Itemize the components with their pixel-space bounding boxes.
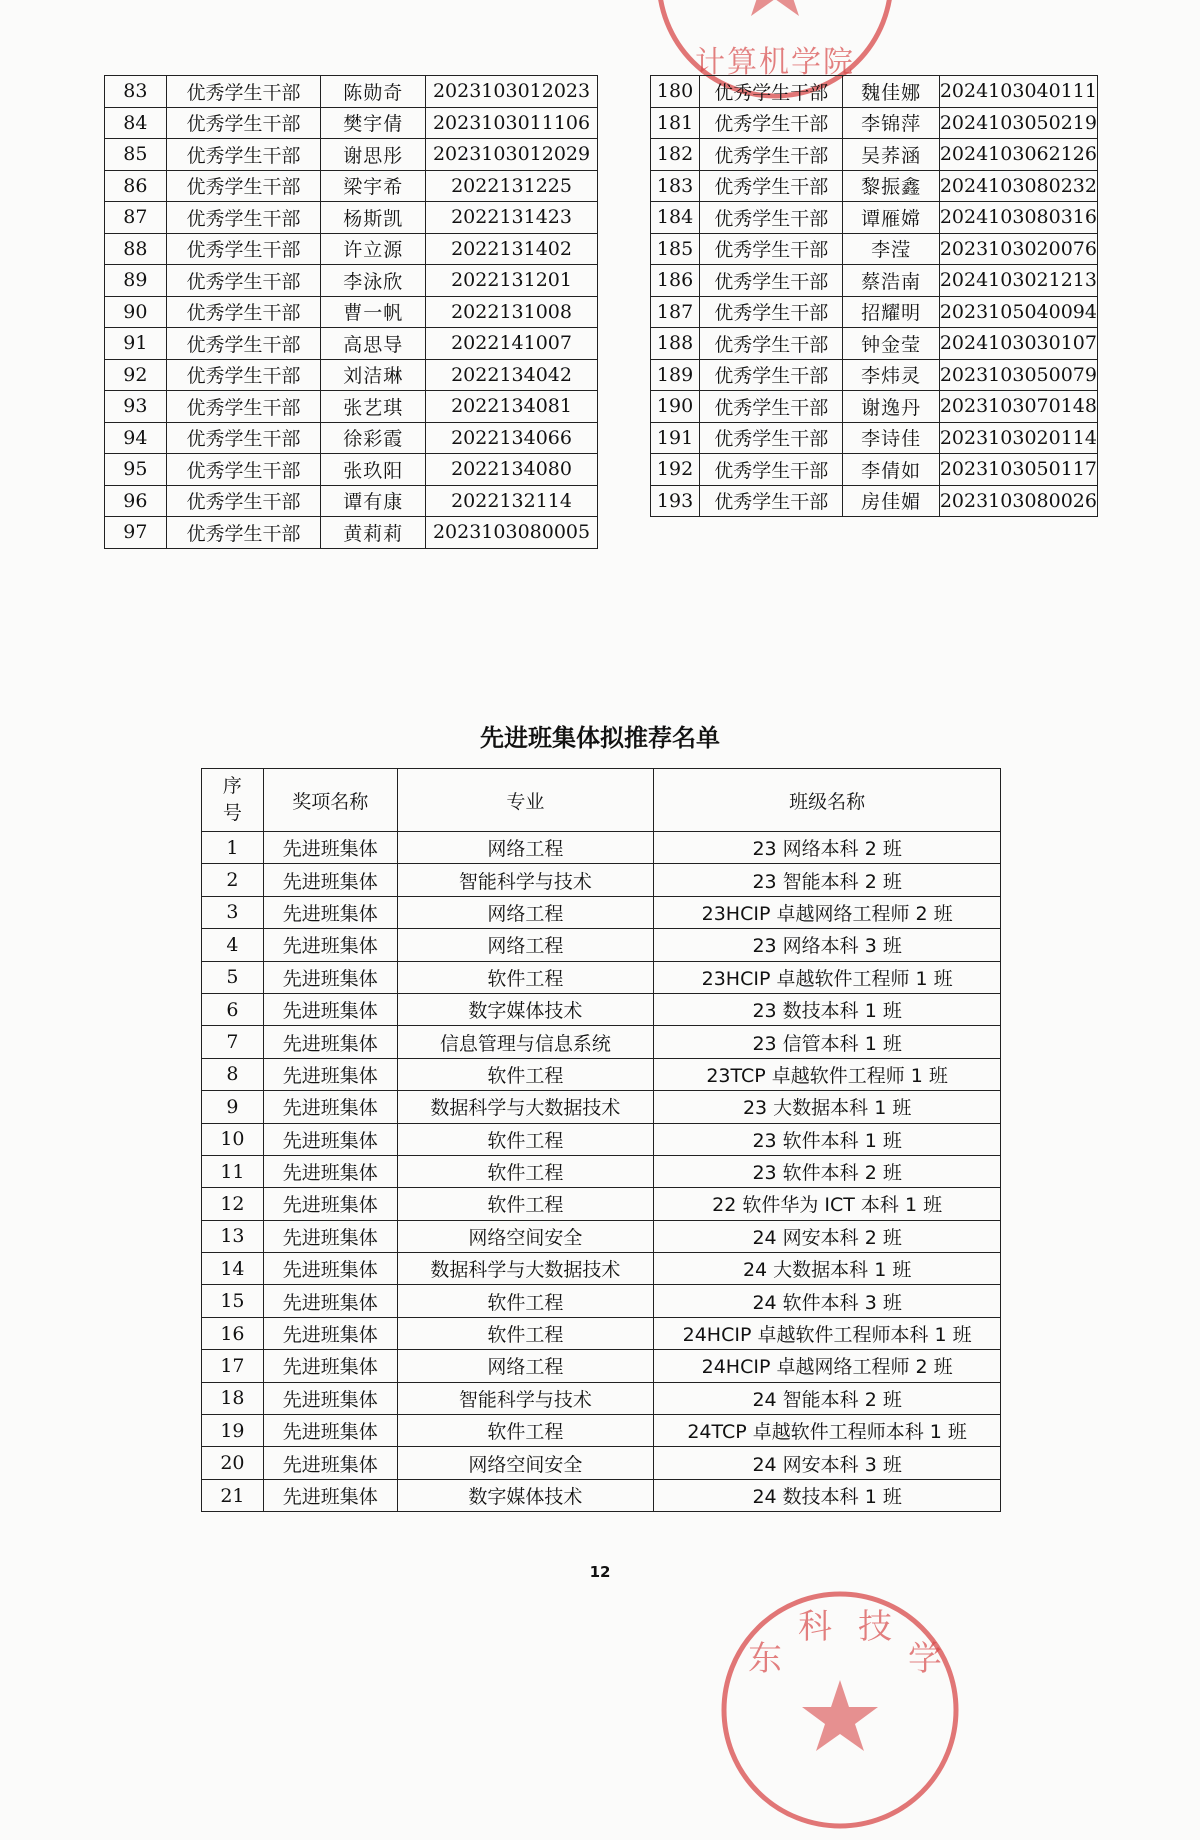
major-cell: 智能科学与技术 [397, 864, 654, 896]
table-row [202, 864, 1001, 896]
name-cell: 李泳欣 [321, 265, 426, 297]
major-cell: 软件工程 [397, 1155, 654, 1187]
award-cell: 优秀学生干部 [166, 422, 321, 454]
table-row [202, 993, 1001, 1025]
seq-cell: 7 [202, 1026, 264, 1058]
class-name-cell: 23 智能本科 2 班 [654, 864, 1001, 896]
header-seq-bottom: 号 [222, 802, 242, 824]
award-cell: 优秀学生干部 [700, 485, 843, 517]
major-cell: 软件工程 [397, 961, 654, 993]
major-cell: 网络工程 [397, 929, 654, 961]
table-row [651, 422, 1098, 454]
student-id-cell: 2024103040111 [939, 76, 1097, 108]
seq-cell: 92 [105, 359, 167, 391]
name-cell: 许立源 [321, 233, 426, 265]
award-cell: 优秀学生干部 [700, 139, 843, 171]
student-id-cell: 2022134042 [426, 359, 598, 391]
page-number: 12 [589, 1563, 611, 1581]
class-name-cell: 23 软件本科 2 班 [654, 1155, 1001, 1187]
seq-cell: 183 [651, 170, 700, 202]
award-cell: 优秀学生干部 [700, 391, 843, 423]
student-id-cell: 2023103011106 [426, 107, 598, 139]
award-cell: 先进班集体 [263, 961, 397, 993]
seq-cell: 185 [651, 233, 700, 265]
class-name-cell: 24 大数据本科 1 班 [654, 1253, 1001, 1285]
major-cell: 软件工程 [397, 1415, 654, 1447]
name-cell: 谭有康 [321, 485, 426, 517]
seq-cell: 96 [105, 485, 167, 517]
table-row [202, 1317, 1001, 1349]
award-cell: 先进班集体 [263, 1091, 397, 1123]
award-cell: 先进班集体 [263, 1058, 397, 1090]
student-id-cell: 2024103021213 [939, 265, 1097, 297]
table-header-row [202, 769, 1001, 832]
name-cell: 谢思彤 [321, 139, 426, 171]
table-row [651, 107, 1098, 139]
table-row [202, 1285, 1001, 1317]
seq-cell: 88 [105, 233, 167, 265]
table-row [651, 265, 1098, 297]
table-row [105, 359, 598, 391]
award-cell: 优秀学生干部 [700, 202, 843, 234]
name-cell: 梁宇希 [321, 170, 426, 202]
award-cell: 优秀学生干部 [166, 328, 321, 360]
seq-cell: 182 [651, 139, 700, 171]
seq-cell: 18 [202, 1382, 264, 1414]
name-cell: 李锦萍 [843, 107, 939, 139]
major-cell: 网络工程 [397, 896, 654, 928]
seq-cell: 191 [651, 422, 700, 454]
seq-cell: 187 [651, 296, 700, 328]
seq-cell: 93 [105, 391, 167, 423]
class-section-title: 先进班集体拟推荐名单 [480, 724, 720, 752]
name-cell: 张玖阳 [321, 454, 426, 486]
award-cell: 优秀学生干部 [166, 454, 321, 486]
award-cell: 优秀学生干部 [700, 328, 843, 360]
award-cell: 优秀学生干部 [700, 422, 843, 454]
student-id-cell: 2024103050219 [939, 107, 1097, 139]
class-name-cell: 22 软件华为 ICT 本科 1 班 [654, 1188, 1001, 1220]
seq-cell: 21 [202, 1479, 264, 1511]
major-cell: 数据科学与大数据技术 [397, 1253, 654, 1285]
seq-cell: 89 [105, 265, 167, 297]
header-seq-top: 序 [222, 775, 242, 797]
table-row [105, 233, 598, 265]
seq-cell: 15 [202, 1285, 264, 1317]
seq-cell: 184 [651, 202, 700, 234]
table-row [651, 76, 1098, 108]
award-cell: 先进班集体 [263, 1026, 397, 1058]
student-id-cell: 2023105040094 [939, 296, 1097, 328]
award-cell: 先进班集体 [263, 1253, 397, 1285]
award-cell: 先进班集体 [263, 1155, 397, 1187]
table-row [105, 265, 598, 297]
class-name-cell: 23 信管本科 1 班 [654, 1026, 1001, 1058]
name-cell: 徐彩霞 [321, 422, 426, 454]
table-row [105, 422, 598, 454]
name-cell: 谢逸丹 [843, 391, 939, 423]
student-id-cell: 2024103062126 [939, 139, 1097, 171]
table-row [651, 233, 1098, 265]
name-cell: 房佳媚 [843, 485, 939, 517]
award-cell: 优秀学生干部 [700, 265, 843, 297]
major-cell: 软件工程 [397, 1123, 654, 1155]
award-cell: 先进班集体 [263, 993, 397, 1025]
seq-cell: 85 [105, 139, 167, 171]
table-row [105, 485, 598, 517]
student-id-cell: 2024103080232 [939, 170, 1097, 202]
class-name-cell: 24TCP 卓越软件工程师本科 1 班 [654, 1415, 1001, 1447]
seq-cell: 9 [202, 1091, 264, 1123]
major-cell: 软件工程 [397, 1188, 654, 1220]
student-id-cell: 2022131402 [426, 233, 598, 265]
seq-cell: 3 [202, 896, 264, 928]
student-id-cell: 2023103012029 [426, 139, 598, 171]
cadre-table-left [104, 75, 598, 549]
student-id-cell: 2022131008 [426, 296, 598, 328]
award-cell: 优秀学生干部 [700, 107, 843, 139]
seq-cell: 91 [105, 328, 167, 360]
award-cell: 优秀学生干部 [166, 517, 321, 549]
name-cell: 李炜灵 [843, 359, 939, 391]
name-cell: 钟金莹 [843, 328, 939, 360]
table-row [202, 1382, 1001, 1414]
student-id-cell: 2022131423 [426, 202, 598, 234]
award-cell: 优秀学生干部 [700, 296, 843, 328]
award-cell: 先进班集体 [263, 929, 397, 961]
class-name-cell: 24HCIP 卓越软件工程师本科 1 班 [654, 1317, 1001, 1349]
award-cell: 优秀学生干部 [700, 359, 843, 391]
name-cell: 张艺琪 [321, 391, 426, 423]
class-name-cell: 24 网安本科 2 班 [654, 1220, 1001, 1252]
major-cell: 数字媒体技术 [397, 1479, 654, 1511]
table-row [651, 139, 1098, 171]
award-cell: 优秀学生干部 [166, 170, 321, 202]
name-cell: 吴荞涵 [843, 139, 939, 171]
class-name-cell: 23 大数据本科 1 班 [654, 1091, 1001, 1123]
table-row [202, 1447, 1001, 1479]
name-cell: 黄莉莉 [321, 517, 426, 549]
award-cell: 先进班集体 [263, 1123, 397, 1155]
table-row [202, 1058, 1001, 1090]
seq-cell: 13 [202, 1220, 264, 1252]
major-cell: 网络空间安全 [397, 1447, 654, 1479]
award-cell: 优秀学生干部 [166, 485, 321, 517]
student-id-cell: 2022131201 [426, 265, 598, 297]
table-row [105, 139, 598, 171]
student-id-cell: 2022132114 [426, 485, 598, 517]
award-cell: 优秀学生干部 [166, 202, 321, 234]
class-name-cell: 24 数技本科 1 班 [654, 1479, 1001, 1511]
award-cell: 优秀学生干部 [166, 265, 321, 297]
major-cell: 数字媒体技术 [397, 993, 654, 1025]
university-seal-stamp [710, 1580, 970, 1840]
table-row [651, 328, 1098, 360]
award-cell: 优秀学生干部 [700, 454, 843, 486]
table-row [651, 359, 1098, 391]
name-cell: 杨斯凯 [321, 202, 426, 234]
class-name-cell: 23 数技本科 1 班 [654, 993, 1001, 1025]
table-row [202, 1253, 1001, 1285]
major-cell: 软件工程 [397, 1317, 654, 1349]
table-row [202, 1155, 1001, 1187]
advanced-class-table [201, 768, 1001, 1512]
table-row [202, 896, 1001, 928]
class-name-cell: 24 软件本科 3 班 [654, 1285, 1001, 1317]
seq-cell: 186 [651, 265, 700, 297]
seq-cell: 180 [651, 76, 700, 108]
name-cell: 李诗佳 [843, 422, 939, 454]
table-row [202, 1123, 1001, 1155]
student-id-cell: 2023103080005 [426, 517, 598, 549]
seq-cell: 95 [105, 454, 167, 486]
table-row [105, 328, 598, 360]
major-cell: 数据科学与大数据技术 [397, 1091, 654, 1123]
student-id-cell: 2022134080 [426, 454, 598, 486]
table-row [651, 485, 1098, 517]
table-row [105, 170, 598, 202]
seq-cell: 83 [105, 76, 167, 108]
class-name-cell: 24HCIP 卓越网络工程师 2 班 [654, 1350, 1001, 1382]
seq-cell: 192 [651, 454, 700, 486]
major-cell: 软件工程 [397, 1058, 654, 1090]
table-row [202, 1091, 1001, 1123]
header-seq [202, 769, 264, 832]
major-cell: 网络空间安全 [397, 1220, 654, 1252]
student-id-cell: 2023103050079 [939, 359, 1097, 391]
award-cell: 先进班集体 [263, 1415, 397, 1447]
table-row [202, 1350, 1001, 1382]
table-row [651, 202, 1098, 234]
student-id-cell: 2023103012023 [426, 76, 598, 108]
table-row [651, 391, 1098, 423]
table-row [105, 296, 598, 328]
table-row [105, 454, 598, 486]
seq-cell: 193 [651, 485, 700, 517]
table-row [202, 1026, 1001, 1058]
table-row [105, 76, 598, 108]
name-cell: 蔡浩南 [843, 265, 939, 297]
seq-cell: 189 [651, 359, 700, 391]
seq-cell: 10 [202, 1123, 264, 1155]
award-cell: 优秀学生干部 [700, 76, 843, 108]
major-cell: 智能科学与技术 [397, 1382, 654, 1414]
table-row [202, 832, 1001, 864]
seq-cell: 12 [202, 1188, 264, 1220]
table-row [202, 1220, 1001, 1252]
award-cell: 先进班集体 [263, 1382, 397, 1414]
class-name-cell: 23 网络本科 2 班 [654, 832, 1001, 864]
name-cell: 招耀明 [843, 296, 939, 328]
award-cell: 优秀学生干部 [166, 233, 321, 265]
name-cell: 樊宇倩 [321, 107, 426, 139]
award-cell: 先进班集体 [263, 1285, 397, 1317]
award-cell: 优秀学生干部 [166, 359, 321, 391]
award-cell: 先进班集体 [263, 864, 397, 896]
seq-cell: 2 [202, 864, 264, 896]
table-row [105, 517, 598, 549]
table-row [651, 296, 1098, 328]
seq-cell: 11 [202, 1155, 264, 1187]
seq-cell: 84 [105, 107, 167, 139]
table-row [202, 1188, 1001, 1220]
student-id-cell: 2022131225 [426, 170, 598, 202]
name-cell: 高思导 [321, 328, 426, 360]
seq-cell: 20 [202, 1447, 264, 1479]
award-cell: 先进班集体 [263, 1220, 397, 1252]
header-class-name: 班级名称 [654, 769, 1001, 832]
seq-cell: 4 [202, 929, 264, 961]
seq-cell: 16 [202, 1317, 264, 1349]
award-cell: 优秀学生干部 [700, 170, 843, 202]
student-id-cell: 2023103080026 [939, 485, 1097, 517]
table-row [651, 170, 1098, 202]
seq-cell: 86 [105, 170, 167, 202]
seq-cell: 6 [202, 993, 264, 1025]
seq-cell: 190 [651, 391, 700, 423]
name-cell: 陈勋奇 [321, 76, 426, 108]
name-cell: 谭雁嫦 [843, 202, 939, 234]
award-cell: 先进班集体 [263, 1479, 397, 1511]
header-major: 专业 [397, 769, 654, 832]
award-cell: 优秀学生干部 [166, 107, 321, 139]
name-cell: 曹一帆 [321, 296, 426, 328]
table-row [105, 202, 598, 234]
table-row [202, 961, 1001, 993]
award-cell: 先进班集体 [263, 1447, 397, 1479]
student-id-cell: 2024103080316 [939, 202, 1097, 234]
class-name-cell: 23HCIP 卓越软件工程师 1 班 [654, 961, 1001, 993]
seq-cell: 8 [202, 1058, 264, 1090]
student-id-cell: 2022141007 [426, 328, 598, 360]
seq-cell: 90 [105, 296, 167, 328]
table-row [202, 929, 1001, 961]
seq-cell: 188 [651, 328, 700, 360]
student-id-cell: 2023103070148 [939, 391, 1097, 423]
class-name-cell: 23TCP 卓越软件工程师 1 班 [654, 1058, 1001, 1090]
seq-cell: 14 [202, 1253, 264, 1285]
cadre-table-right [650, 75, 1098, 517]
seq-cell: 97 [105, 517, 167, 549]
seq-cell: 1 [202, 832, 264, 864]
major-cell: 网络工程 [397, 832, 654, 864]
award-cell: 优秀学生干部 [166, 391, 321, 423]
award-cell: 优秀学生干部 [166, 139, 321, 171]
award-cell: 先进班集体 [263, 832, 397, 864]
table-row [105, 107, 598, 139]
seq-cell: 17 [202, 1350, 264, 1382]
major-cell: 软件工程 [397, 1285, 654, 1317]
class-name-cell: 24 智能本科 2 班 [654, 1382, 1001, 1414]
student-id-cell: 2023103050117 [939, 454, 1097, 486]
name-cell: 李滢 [843, 233, 939, 265]
table-row [202, 1479, 1001, 1511]
table-row [202, 1415, 1001, 1447]
header-award: 奖项名称 [263, 769, 397, 832]
student-id-cell: 2022134066 [426, 422, 598, 454]
class-name-cell: 23 软件本科 1 班 [654, 1123, 1001, 1155]
award-cell: 先进班集体 [263, 1188, 397, 1220]
svg-text:计算机学院: 计算机学院 [695, 45, 855, 80]
table-row [105, 391, 598, 423]
seq-cell: 181 [651, 107, 700, 139]
award-cell: 先进班集体 [263, 1350, 397, 1382]
award-cell: 优秀学生干部 [166, 76, 321, 108]
student-id-cell: 2023103020114 [939, 422, 1097, 454]
svg-text:东科技学: 东科 技学 [748, 1607, 942, 1679]
student-id-cell: 2023103020076 [939, 233, 1097, 265]
student-id-cell: 2024103030107 [939, 328, 1097, 360]
class-name-cell: 24 网安本科 3 班 [654, 1447, 1001, 1479]
award-cell: 先进班集体 [263, 1317, 397, 1349]
class-name-cell: 23HCIP 卓越网络工程师 2 班 [654, 896, 1001, 928]
major-cell: 信息管理与信息系统 [397, 1026, 654, 1058]
name-cell: 刘洁琳 [321, 359, 426, 391]
major-cell: 网络工程 [397, 1350, 654, 1382]
name-cell: 李倩如 [843, 454, 939, 486]
name-cell: 黎振鑫 [843, 170, 939, 202]
seq-cell: 87 [105, 202, 167, 234]
student-id-cell: 2022134081 [426, 391, 598, 423]
seq-cell: 5 [202, 961, 264, 993]
award-cell: 优秀学生干部 [700, 233, 843, 265]
table-row [651, 454, 1098, 486]
class-name-cell: 23 网络本科 3 班 [654, 929, 1001, 961]
seq-cell: 19 [202, 1415, 264, 1447]
award-cell: 优秀学生干部 [166, 296, 321, 328]
name-cell: 魏佳娜 [843, 76, 939, 108]
seq-cell: 94 [105, 422, 167, 454]
award-cell: 先进班集体 [263, 896, 397, 928]
